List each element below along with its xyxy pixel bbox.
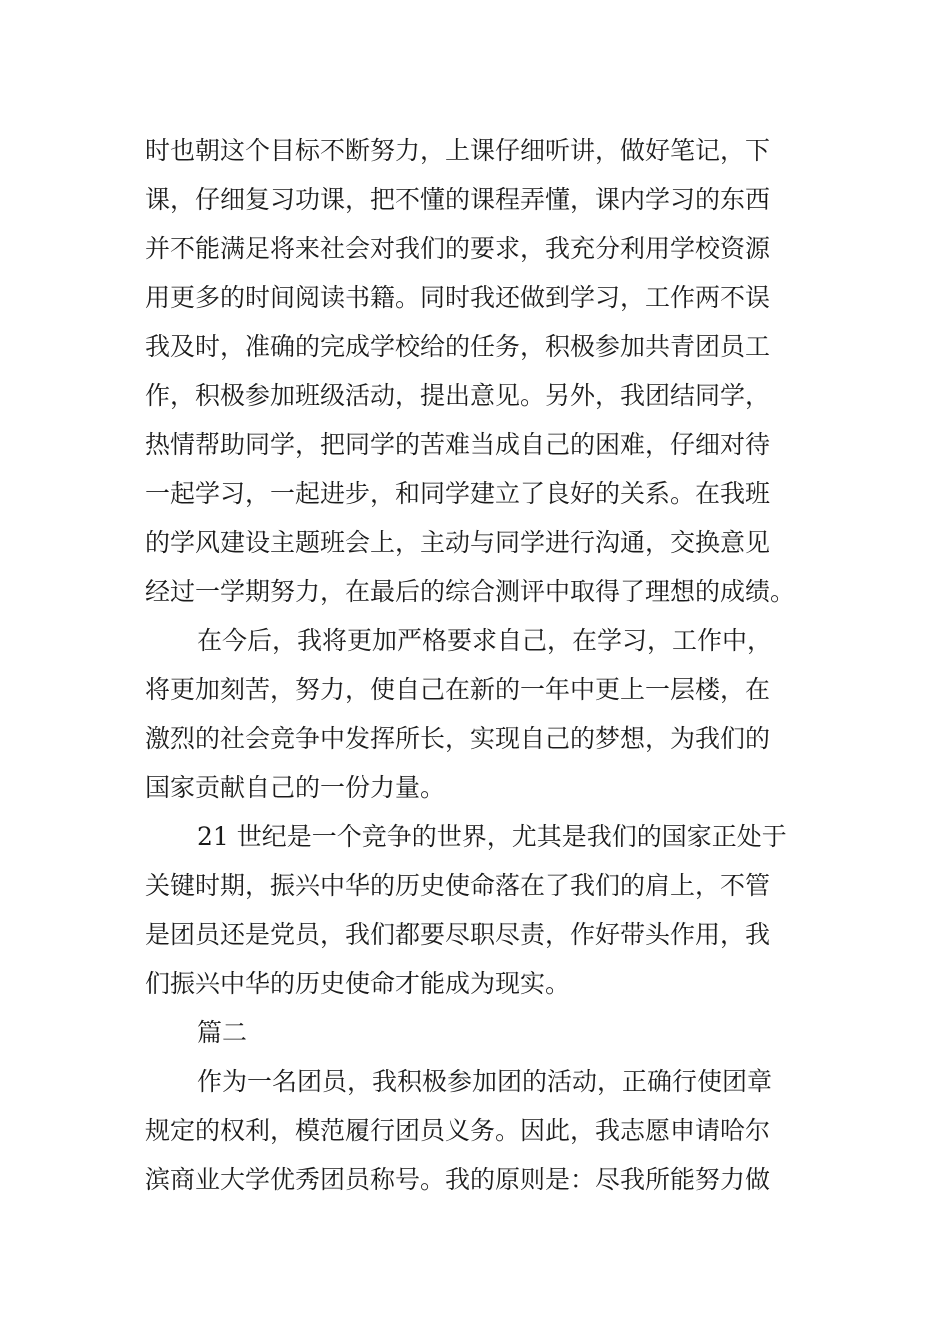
- text-line: 并不能满足将来社会对我们的要求，我充分利用学校资源: [145, 234, 771, 263]
- paragraph-start-line: 作为一名团员，我积极参加团的活动，正确行使团章: [197, 1067, 773, 1096]
- section-heading: 篇二: [197, 1018, 248, 1047]
- text-line: 们振兴中华的历史使命才能成为现实。: [145, 969, 571, 998]
- paragraph-start-line: 21 世纪是一个竞争的世界，尤其是我们的国家正处于: [197, 822, 787, 851]
- text-line: 一起学习，一起进步，和同学建立了良好的关系。在我班: [145, 479, 771, 508]
- text-line: 规定的权利，模范履行团员义务。因此，我志愿申请哈尔: [145, 1116, 771, 1145]
- text-line: 课，仔细复习功课，把不懂的课程弄懂，课内学习的东西: [145, 185, 771, 214]
- document-body: [145, 126, 810, 1204]
- text-line: 经过一学期努力，在最后的综合测评中取得了理想的成绩。: [145, 577, 796, 606]
- text-line: 作，积极参加班级活动，提出意见。另外，我团结同学，: [145, 381, 771, 410]
- text-line: 时也朝这个目标不断努力，上课仔细听讲，做好笔记，下: [145, 136, 771, 165]
- text-line: 热情帮助同学，把同学的苦难当成自己的困难，仔细对待: [145, 430, 771, 459]
- text-line: 关键时期，振兴中华的历史使命落在了我们的肩上，不管: [145, 871, 771, 900]
- text-line: 用更多的时间阅读书籍。同时我还做到学习，工作两不误: [145, 283, 771, 312]
- text-line: 是团员还是党员，我们都要尽职尽责，作好带头作用，我: [145, 920, 771, 949]
- text-line: 将更加刻苦，努力，使自己在新的一年中更上一层楼，在: [145, 675, 771, 704]
- text-line: 我及时，准确的完成学校给的任务，积极参加共青团员工: [145, 332, 771, 361]
- text-line: 激烈的社会竞争中发挥所长，实现自己的梦想，为我们的: [145, 724, 771, 753]
- text-line: 滨商业大学优秀团员称号。我的原则是：尽我所能努力做: [145, 1165, 771, 1194]
- paragraph-start-line: 在今后，我将更加严格要求自己，在学习，工作中，: [197, 626, 773, 655]
- text-line: 的学风建设主题班会上，主动与同学进行沟通，交换意见: [145, 528, 771, 557]
- text-line: 国家贡献自己的一份力量。: [145, 773, 446, 802]
